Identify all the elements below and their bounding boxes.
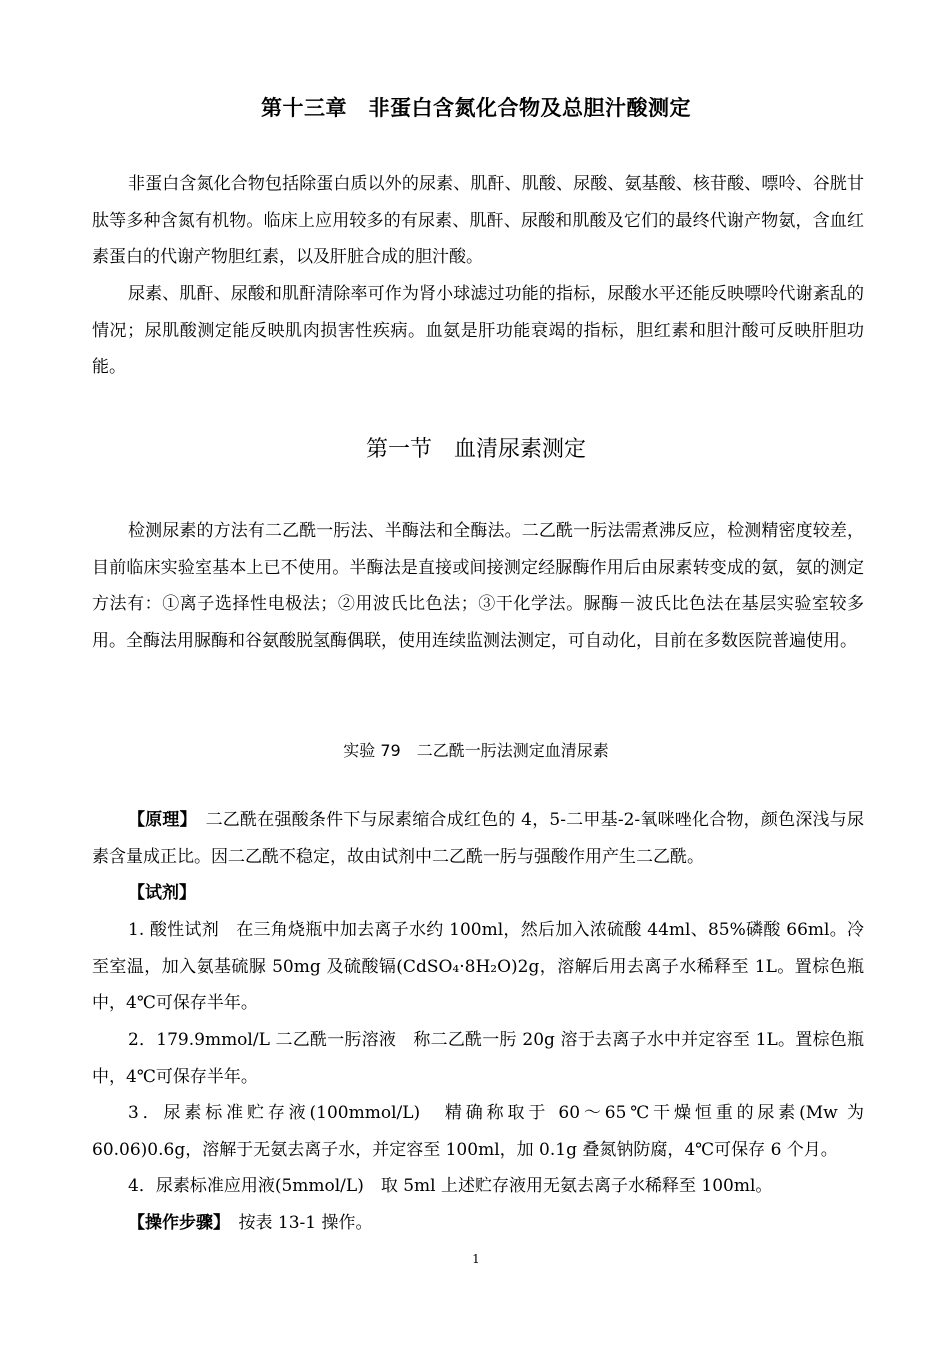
- reagents-heading: [92, 875, 864, 912]
- reagents-label: 【试剂】: [128, 883, 196, 903]
- reagent-item-3: 3．尿素标准贮存液(100mmol/L) 精确称取于 60～65℃干燥恒重的尿素(Mw 为 60.06)0.6g，溶解于无氨去离子水，并定容至 100ml，加 0.1g 叠氮钠防腐，4℃可保存 6 个月。: [92, 1103, 864, 1160]
- reagent-item-2: 2．179.9mmol/L 二乙酰一肟溶液 称二乙酰一肟 20g 溶于去离子水中并定容至 1L。置棕色瓶中，4℃可保存半年。: [92, 1030, 864, 1087]
- reagent-item-4: 4．尿素标准应用液(5mmol/L) 取 5ml 上述贮存液用无氨去离子水稀释至 100ml。: [128, 1176, 773, 1196]
- section-paragraph-1: 检测尿素的方法有二乙酰一肟法、半酶法和全酶法。二乙酰一肟法需煮沸反应，检测精密度较差，目前临床实验室基本上已不使用。半酶法是直接或间接测定经脲酶作用后由尿素转变成的氨，氨的测定方法有：①离子选择性电极法；②用波氏比色法；③干化学法。脲酶－波氏比色法在基层实验室较多用。全酶法用脲酶和谷氨酸脱氢酶偶联，使用连续监测法测定，可自动化，目前在多数医院普遍使用。: [92, 521, 864, 651]
- procedure-label: 【操作步骤】: [128, 1213, 222, 1233]
- principle-text: 二乙酰在强酸条件下与尿素缩合成红色的 4，5-二甲基-2-氧咪唑化合物，颜色深浅与尿素含量成正比。因二乙酰不稳定，故由试剂中二乙酰一肟与强酸作用产生二乙酰。: [92, 810, 864, 867]
- chapter-title: 第十三章 非蛋白含氮化合物及总胆汁酸测定: [261, 96, 691, 120]
- section-title: 第一节 血清尿素测定: [365, 437, 586, 462]
- principle-label: 【原理】: [128, 810, 189, 830]
- experiment-title: 实验 79 二乙酰一肟法测定血清尿素: [343, 741, 609, 760]
- reagent-item-1: 1. 酸性试剂 在三角烧瓶中加去离子水约 100ml，然后加入浓硫酸 44ml、85%磷酸 66ml。冷至室温，加入氨基硫脲 50mg 及硫酸镉(CdSO₄·8H₂O)2g，溶解后用去离子水稀释至 1L。置棕色瓶中，4℃可保存半年。: [92, 920, 864, 1013]
- procedure-paragraph: [92, 1205, 864, 1242]
- procedure-text: 按表 13-1 操作。: [221, 1213, 373, 1233]
- principle-paragraph: [92, 802, 864, 875]
- intro-paragraph-2: 尿素、肌酐、尿酸和肌酐清除率可作为肾小球滤过功能的指标，尿酸水平还能反映嘌呤代谢紊乱的情况；尿肌酸测定能反映肌肉损害性疾病。血氨是肝功能衰竭的指标，胆红素和胆汁酸可反映肝胆功能。: [92, 284, 864, 377]
- page-number: 1: [472, 1252, 480, 1266]
- intro-paragraph-1: 非蛋白含氮化合物包括除蛋白质以外的尿素、肌酐、肌酸、尿酸、氨基酸、核苷酸、嘌呤、谷胱甘肽等多种含氮有机物。临床上应用较多的有尿素、肌酐、尿酸和肌酸及它们的最终代谢产物氨，含血红素蛋白的代谢产物胆红素，以及肝脏合成的胆汁酸。: [92, 174, 864, 267]
